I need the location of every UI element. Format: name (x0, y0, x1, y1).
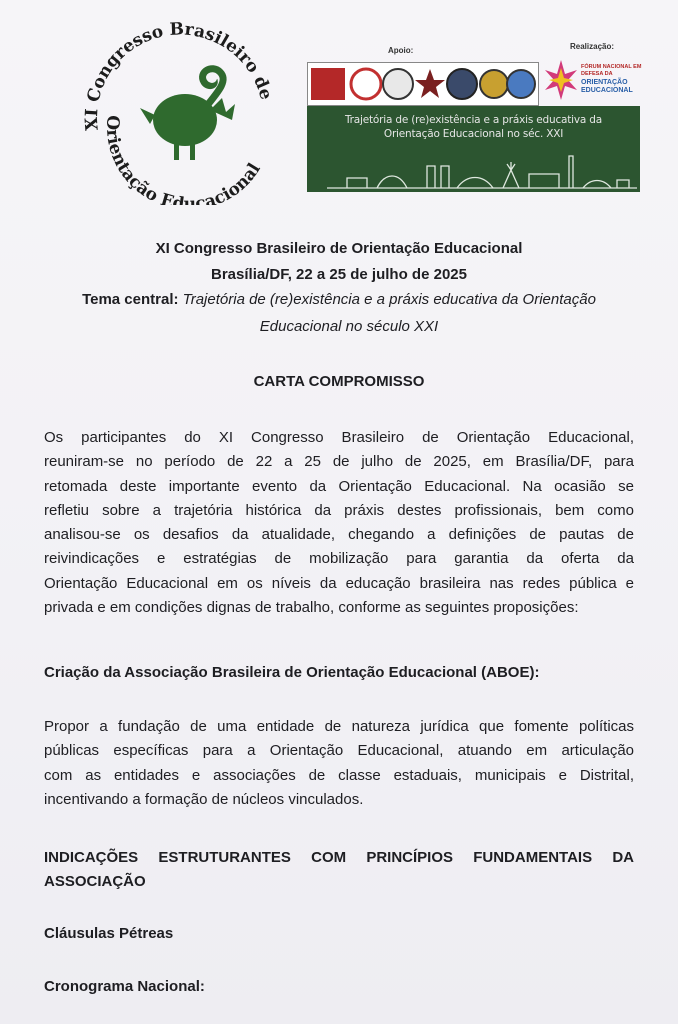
sponsor-logo-strip (307, 62, 539, 106)
indicacoes-line-2: ASSOCIAÇÃO (44, 873, 146, 891)
banner-line-1: Trajetória de (re)existência e a práxis educativa da (345, 114, 602, 126)
banner-line-2: Orientação Educacional no séc. XXI (383, 128, 564, 140)
forum-text-3: ORIENTAÇÃO (581, 79, 628, 86)
sankofa-bird-icon (140, 69, 235, 160)
indicacoes-heading (44, 846, 634, 895)
clausulas-petreas-title: Cláusulas Pétreas (44, 925, 174, 942)
circle-logo (507, 70, 535, 98)
intro-line: Orientação Educacional em os níveis da educação brasileira nas redes pública e (44, 574, 634, 592)
realizacao-label: Realização: (570, 42, 615, 51)
logo-top-text: XI Congresso Brasileiro de (81, 20, 276, 132)
congress-logo (70, 20, 290, 205)
theme-line2 (0, 318, 678, 335)
cronograma-nacional-title: Cronograma Nacional: (44, 978, 205, 995)
theme-label: Tema central: (82, 291, 179, 308)
document-title-line2: Brasília/DF, 22 a 25 de julho de 2025 (211, 266, 467, 283)
forum-text-1: FÓRUM NACIONAL EM (581, 64, 642, 70)
aboe-line: públicas específicas para a Orientação Educacional, atuando em articulação (44, 742, 634, 760)
theme-line1 (0, 291, 678, 308)
theme-banner (307, 106, 640, 192)
aboe-line: Propor a fundação de uma entidade de natureza jurídica que fomente políticas (44, 718, 634, 735)
seal-logo-3 (480, 70, 508, 98)
intro-paragraph (44, 426, 634, 620)
section-aboe-title: Criação da Associação Brasileira de Orientação Educacional (ABOE): (44, 664, 540, 681)
forum-text-4: EDUCACIONAL (581, 87, 633, 94)
carta-compromisso-heading: CARTA COMPROMISSO (253, 373, 425, 390)
intro-line: Os participantes do XI Congresso Brasileiro de Orientação Educacional, (44, 429, 634, 446)
aboe-line: com as entidades e associações de classe estaduais, municipais e Distrital, (44, 766, 634, 784)
theme-text-2: Educacional no século XXI (259, 318, 439, 335)
aspe-logo (311, 68, 345, 100)
apec-logo (351, 69, 381, 99)
document-title-line1: XI Congresso Brasileiro de Orientação Educacional (155, 240, 523, 257)
aboe-line: incentivando a formação de núcleos vinculados. (44, 790, 364, 808)
intro-line: analisou-se os desafios da atualidade, chegando a definições de pautas de (44, 526, 634, 544)
logo-bottom-text: Orientação Educacional (101, 114, 265, 205)
intro-line: retomada deste importante evento da Orientação Educacional. Na ocasião se (44, 477, 634, 495)
theme-text-1: Trajetória de (re)existência e a práxis educativa da Orientação (182, 291, 596, 308)
forum-logo (543, 56, 643, 106)
forum-star-icon (545, 60, 577, 100)
apoio-label: Apoio: (388, 46, 414, 55)
indicacoes-line-1: INDICAÇÕES ESTRUTURANTES COM PRINCÍPIOS FUNDAMENTAIS DA (44, 849, 634, 866)
star-logo (415, 69, 445, 98)
seal-logo-2 (447, 69, 477, 99)
intro-line: reuniram-se no período de 22 a 25 de julho de 2025, em Brasília/DF, para (44, 453, 634, 471)
forum-text-2: DEFESA DA (581, 71, 613, 77)
intro-line: privada e em condições dignas de trabalho, conforme as seguintes proposições: (44, 599, 579, 617)
logo-svg (70, 20, 290, 205)
seal-logo (383, 69, 413, 99)
intro-line: refletiu sobre a trajetória histórica da práxis destes profissionais, bem como (44, 501, 634, 519)
aboe-paragraph (44, 715, 634, 812)
brasilia-skyline-icon (307, 144, 640, 192)
intro-line: reivindicações e estratégias de mobilização para garantia da oferta da (44, 550, 634, 568)
